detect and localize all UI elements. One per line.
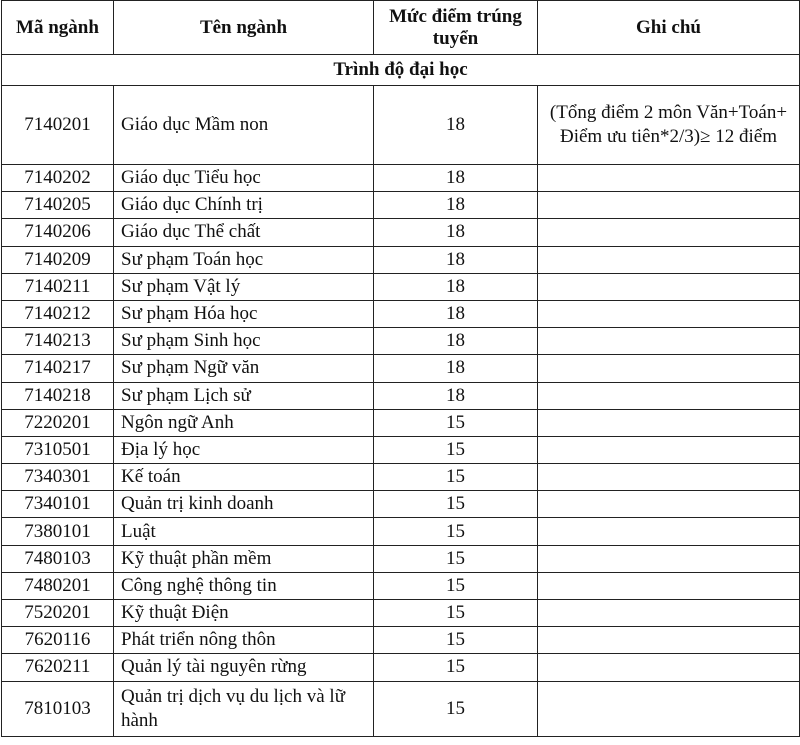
table-row (2, 681, 800, 736)
table-row (2, 491, 800, 518)
major-name-cell: Sư phạm Sinh học (114, 328, 374, 355)
note-cell (538, 328, 800, 355)
major-name-cell: Giáo dục Mầm non (114, 86, 374, 165)
score-cell: 18 (374, 355, 538, 382)
table-row (2, 192, 800, 219)
major-code-cell: 7140206 (2, 219, 114, 246)
header-score: Mức điểm trúng tuyển (374, 1, 538, 55)
major-code-cell: 7140218 (2, 382, 114, 409)
note-cell (538, 518, 800, 545)
note-cell (538, 464, 800, 491)
note-cell (538, 572, 800, 599)
major-name-cell: Sư phạm Toán học (114, 246, 374, 273)
note-cell (538, 273, 800, 300)
major-name-cell: Sư phạm Lịch sử (114, 382, 374, 409)
score-cell: 15 (374, 654, 538, 681)
score-cell: 18 (374, 192, 538, 219)
note-cell (538, 627, 800, 654)
major-name-cell: Phát triển nông thôn (114, 627, 374, 654)
note-cell (538, 219, 800, 246)
score-cell: 15 (374, 436, 538, 463)
major-name-cell: Sư phạm Ngữ văn (114, 355, 374, 382)
major-code-cell: 7140213 (2, 328, 114, 355)
table-row (2, 165, 800, 192)
major-code-cell: 7340301 (2, 464, 114, 491)
score-cell: 18 (374, 300, 538, 327)
table-row (2, 355, 800, 382)
score-cell: 18 (374, 219, 538, 246)
major-name-cell: Kỹ thuật Điện (114, 600, 374, 627)
table-header-row (2, 1, 800, 55)
major-name-cell: Luật (114, 518, 374, 545)
score-cell: 15 (374, 572, 538, 599)
major-code-cell: 7520201 (2, 600, 114, 627)
major-name-cell: Ngôn ngữ Anh (114, 409, 374, 436)
table-row (2, 654, 800, 681)
table-row (2, 518, 800, 545)
score-cell: 15 (374, 600, 538, 627)
header-major-code: Mã ngành (2, 1, 114, 55)
score-cell: 15 (374, 409, 538, 436)
note-cell (538, 436, 800, 463)
note-cell (538, 681, 800, 736)
table-row (2, 300, 800, 327)
major-name-cell: Giáo dục Chính trị (114, 192, 374, 219)
major-code-cell: 7380101 (2, 518, 114, 545)
major-name-cell: Quản lý tài nguyên rừng (114, 654, 374, 681)
table-row (2, 409, 800, 436)
section-row (2, 55, 800, 86)
note-cell: (Tổng điểm 2 môn Văn+Toán+ Điểm ưu tiên*2/3)≥ 12 điểm (538, 86, 800, 165)
note-cell (538, 409, 800, 436)
table-row (2, 382, 800, 409)
table-row (2, 600, 800, 627)
major-code-cell: 7140209 (2, 246, 114, 273)
header-note: Ghi chú (538, 1, 800, 55)
table-row (2, 545, 800, 572)
admission-score-table (1, 0, 800, 737)
table-row (2, 436, 800, 463)
note-cell (538, 246, 800, 273)
score-cell: 15 (374, 627, 538, 654)
score-cell: 15 (374, 518, 538, 545)
note-cell (538, 165, 800, 192)
table-row (2, 328, 800, 355)
major-code-cell: 7140211 (2, 273, 114, 300)
score-cell: 15 (374, 681, 538, 736)
note-cell (538, 355, 800, 382)
major-name-cell: Kế toán (114, 464, 374, 491)
score-cell: 18 (374, 165, 538, 192)
note-cell (538, 300, 800, 327)
major-name-cell: Kỹ thuật phần mềm (114, 545, 374, 572)
note-cell (538, 192, 800, 219)
table-row (2, 464, 800, 491)
major-name-cell: Quản trị kinh doanh (114, 491, 374, 518)
note-cell (538, 382, 800, 409)
section-title: Trình độ đại học (2, 55, 800, 86)
table-row (2, 572, 800, 599)
major-code-cell: 7140217 (2, 355, 114, 382)
major-code-cell: 7480201 (2, 572, 114, 599)
major-code-cell: 7810103 (2, 681, 114, 736)
note-cell (538, 654, 800, 681)
major-name-cell: Sư phạm Vật lý (114, 273, 374, 300)
major-name-cell: Địa lý học (114, 436, 374, 463)
major-code-cell: 7220201 (2, 409, 114, 436)
table-row (2, 273, 800, 300)
score-cell: 15 (374, 491, 538, 518)
major-code-cell: 7140201 (2, 86, 114, 165)
major-code-cell: 7140202 (2, 165, 114, 192)
table-row (2, 246, 800, 273)
note-cell (538, 600, 800, 627)
major-code-cell: 7620116 (2, 627, 114, 654)
score-cell: 15 (374, 545, 538, 572)
score-cell: 18 (374, 273, 538, 300)
header-major-name: Tên ngành (114, 1, 374, 55)
major-code-cell: 7140205 (2, 192, 114, 219)
score-cell: 15 (374, 464, 538, 491)
major-name-cell: Giáo dục Thể chất (114, 219, 374, 246)
note-cell (538, 545, 800, 572)
table-row (2, 627, 800, 654)
table-row (2, 219, 800, 246)
score-cell: 18 (374, 246, 538, 273)
note-cell (538, 491, 800, 518)
table-row (2, 86, 800, 165)
major-name-cell: Quản trị dịch vụ du lịch và lữ hành (114, 681, 374, 736)
major-code-cell: 7140212 (2, 300, 114, 327)
major-code-cell: 7340101 (2, 491, 114, 518)
score-cell: 18 (374, 328, 538, 355)
major-name-cell: Sư phạm Hóa học (114, 300, 374, 327)
major-code-cell: 7480103 (2, 545, 114, 572)
score-cell: 18 (374, 382, 538, 409)
score-cell: 18 (374, 86, 538, 165)
major-code-cell: 7310501 (2, 436, 114, 463)
major-code-cell: 7620211 (2, 654, 114, 681)
major-name-cell: Công nghệ thông tin (114, 572, 374, 599)
major-name-cell: Giáo dục Tiểu học (114, 165, 374, 192)
